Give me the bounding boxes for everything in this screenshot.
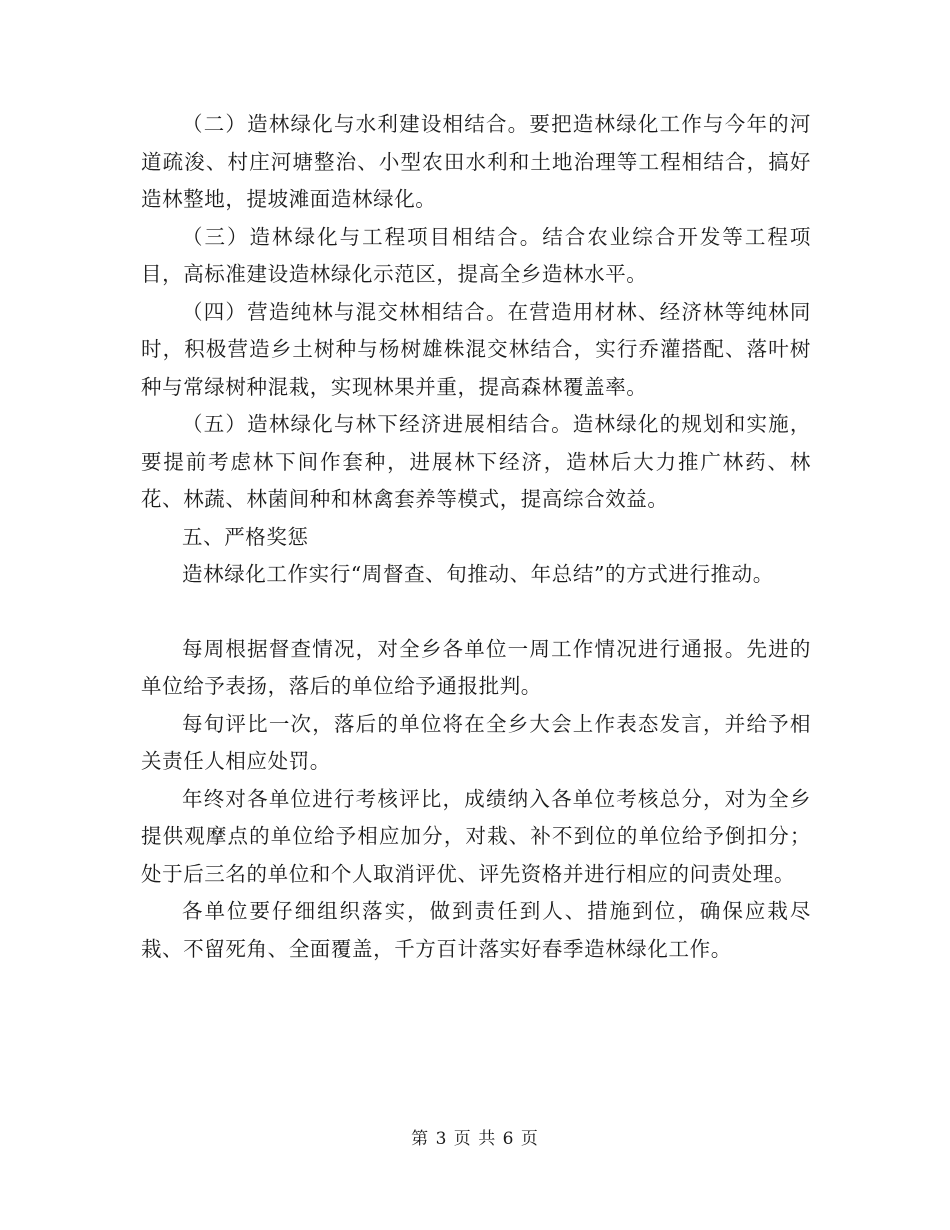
paragraph-closing: 各单位要仔细组织落实，做到责任到人、措施到位，确保应栽尽栽、不留死角、全面覆盖，千方百计落实好春季造林绿化工作。	[141, 899, 811, 961]
document-body	[141, 106, 811, 968]
page-number-label: 第 3 页 共 6 页	[411, 1129, 539, 1149]
page-footer	[0, 1124, 950, 1149]
paragraph-rewards-intro: 造林绿化工作实行“周督查、旬推动、年总结”的方式进行推动。	[182, 562, 774, 586]
paragraph-yearend: 年终对各单位进行考核评比，成绩纳入各单位考核总分，对为全乡提供观摩点的单位给予相应加分，对栽、补不到位的单位给予倒扣分；处于后三名的单位和个人取消评优、评先资格并进行相应的问责处理。	[141, 786, 811, 886]
paragraph-item-2: （二）造林绿化与水利建设相结合。要把造林绿化工作与今年的河道疏浚、村庄河塘整治、小型农田水利和土地治理等工程相结合，搞好造林整地，提坡滩面造林绿化。	[141, 112, 811, 211]
paragraph-item-3: （三）造林绿化与工程项目相结合。结合农业综合开发等工程项目，高标准建设造林绿化示范区，提高全乡造林水平。	[141, 224, 811, 286]
paragraph-weekly: 每周根据督查情况，对全乡各单位一周工作情况进行通报。先进的单位给予表扬，落后的单位给予通报批判。	[141, 636, 811, 698]
paragraph-item-5: （五）造林绿化与林下经济进展相结合。造林绿化的规划和实施，要提前考虑林下间作套种，进展林下经济，造林后大力推广林药、林花、林蔬、林菌间种和林禽套养等模式，提高综合效益。	[141, 412, 811, 511]
paragraph-item-4: （四）营造纯林与混交林相结合。在营造用材林、经济林等纯林同时，积极营造乡土树种与杨树雄株混交林结合，实行乔灌搭配、落叶树种与常绿树种混栽，实现林果并重，提高森林覆盖率。	[141, 299, 811, 399]
paragraph-tendays: 每旬评比一次，落后的单位将在全乡大会上作表态发言，并给予相关责任人相应处罚。	[141, 711, 811, 773]
section-heading-rewards: 五、严格奖惩	[182, 524, 309, 549]
